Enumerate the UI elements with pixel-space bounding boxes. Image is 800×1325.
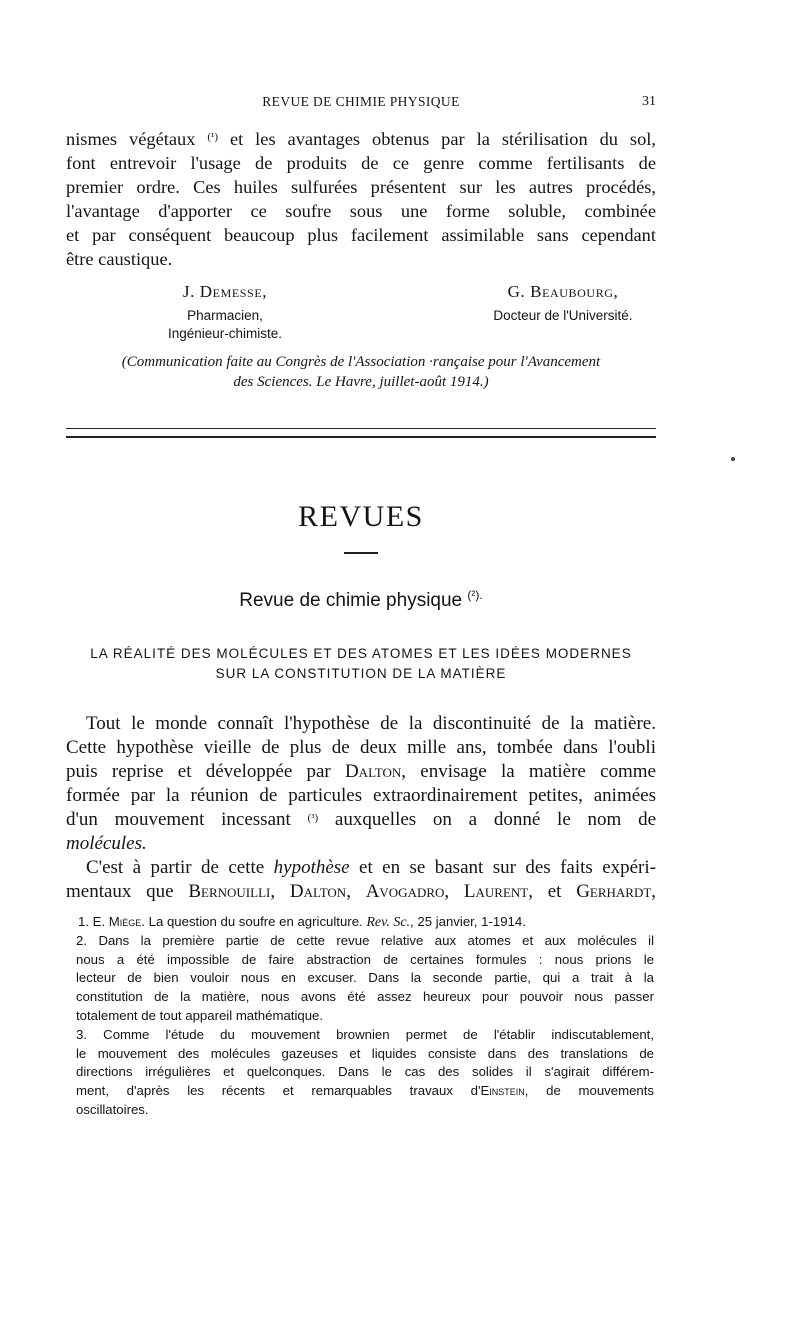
communication-note: (Communication faite au Congrès de l'Association ·rançaise pour l'Avancement des Sciences. Le Havre, juillet-août 1914.) xyxy=(121,354,601,390)
section-title: REVUES xyxy=(298,500,424,533)
person-name: Dalton xyxy=(289,881,347,902)
article-title: LA RÉALITÉ DES MOLÉCULES ET DES ATOMES ET LES IDÉES MODERNES SUR LA CONSTITUTION DE LA MATIÈRE xyxy=(90,646,632,681)
footnote-line: directions irrégulières et quelconques. Dans le cas des solides il s'agirait différem- xyxy=(76,1064,654,1080)
author-name: J. Demesse, xyxy=(182,282,268,301)
footnote-2: 2. Dans la première partie de cette revue relative aux atomes et aux molécules il xyxy=(76,932,654,948)
text-line: premier ordre. Ces huiles sulfurées présentent sur les autres procédés, xyxy=(66,177,656,197)
footnote-line: nous a été impossible de faire abstraction de certaines formules : nous prions le xyxy=(76,951,654,967)
person-name: Bernouilli xyxy=(188,881,271,902)
signature-left xyxy=(130,283,320,343)
text-line: d'un mouvement incessant $^{(^3)}$ auxquelles on a donné le nom de xyxy=(66,809,656,830)
footnote-line: oscillatoires. xyxy=(76,1101,149,1117)
text-line: nismes végétaux $^{(^1)}$ et les avantages obtenus par la stérilisation du sol, xyxy=(66,129,656,149)
author-name: G. Beaubourg, xyxy=(507,282,619,301)
section-rule xyxy=(344,552,378,554)
print-speck xyxy=(731,457,735,461)
intro-paragraph xyxy=(66,127,656,271)
running-title: REVUE DE CHIMIE PHYSIQUE xyxy=(262,94,460,109)
signature-right xyxy=(468,283,658,325)
footnote-line: ment, d'après les récents et remarquables travaux d'Einstein, de mouvements xyxy=(76,1083,654,1099)
person-name: Gerhardt xyxy=(576,881,652,902)
second-paragraph xyxy=(66,856,656,904)
text-line: molécules. xyxy=(66,833,147,854)
footnote-line: lecteur de bien vouloir nous en excuser. Dans la seconde partie, qui a trait à la xyxy=(76,970,654,986)
person-name: Einstein xyxy=(480,1083,525,1099)
text-line: mentaux que Bernouilli, Dalton, Avogadro, Laurent, et Gerhardt, xyxy=(66,881,657,902)
divider-rule xyxy=(66,436,656,438)
text-line: C'est à partir de cette hypothèse et en se basant sur des faits expéri- xyxy=(86,857,656,878)
footnote-3: 3. Comme l'étude du mouvement brownien permet de l'établir indiscutablement, xyxy=(76,1026,654,1042)
text-line: formée par la réunion de particules extraordinairement petites, animées xyxy=(66,785,656,806)
text-line: être caustique. xyxy=(66,249,173,269)
text-line: l'avantage d'apporter ce soufre sous une forme soluble, combinée xyxy=(66,201,656,221)
footnote-line: totalement de tout appareil mathématique. xyxy=(76,1007,324,1023)
person-name: Laurent xyxy=(463,881,529,902)
subsection-title: Revue de chimie physique $^{(^2).}$ xyxy=(239,588,483,611)
footnote-ref: (²). xyxy=(467,588,483,602)
author-role: Ingénieur-chimiste. xyxy=(167,326,283,341)
page-number: 31 xyxy=(642,94,656,109)
text-line: puis reprise et développée par Dalton, envisage la matière comme xyxy=(66,761,656,782)
footnotes xyxy=(76,913,654,1120)
text-line: et par conséquent beaucoup plus facilement assimilable sans cependant xyxy=(66,225,656,245)
text-line: font entrevoir l'usage de produits de ce genre comme fertilisants de xyxy=(66,153,656,173)
footnote-line: constitution de la matière, nous avons été assez heureux pour pouvoir nous passer xyxy=(76,989,654,1005)
person-name: Avogadro xyxy=(365,881,445,902)
person-name: Dalton xyxy=(344,761,402,782)
footnote-ref: (³) xyxy=(307,812,319,824)
author-role: Pharmacien, xyxy=(187,308,263,323)
running-header xyxy=(66,94,656,114)
footnote-1: 1. E. Miège. La question du soufre en agriculture. Rev. Sc., 25 janvier, 1-1914. xyxy=(78,914,526,930)
footnote-ref: (¹) xyxy=(207,131,218,143)
text-line: Tout le monde connaît l'hypothèse de la discontinuité de la matière. xyxy=(86,713,656,734)
footnote-line: le mouvement des molécules gazeuses et liquides consiste dans des translations de xyxy=(76,1045,654,1061)
main-paragraph xyxy=(66,712,656,856)
text-line: Cette hypothèse vieille de plus de deux mille ans, tombée dans l'oubli xyxy=(66,737,656,758)
divider-rule xyxy=(66,428,656,429)
author-role: Docteur de l'Université. xyxy=(493,308,633,323)
